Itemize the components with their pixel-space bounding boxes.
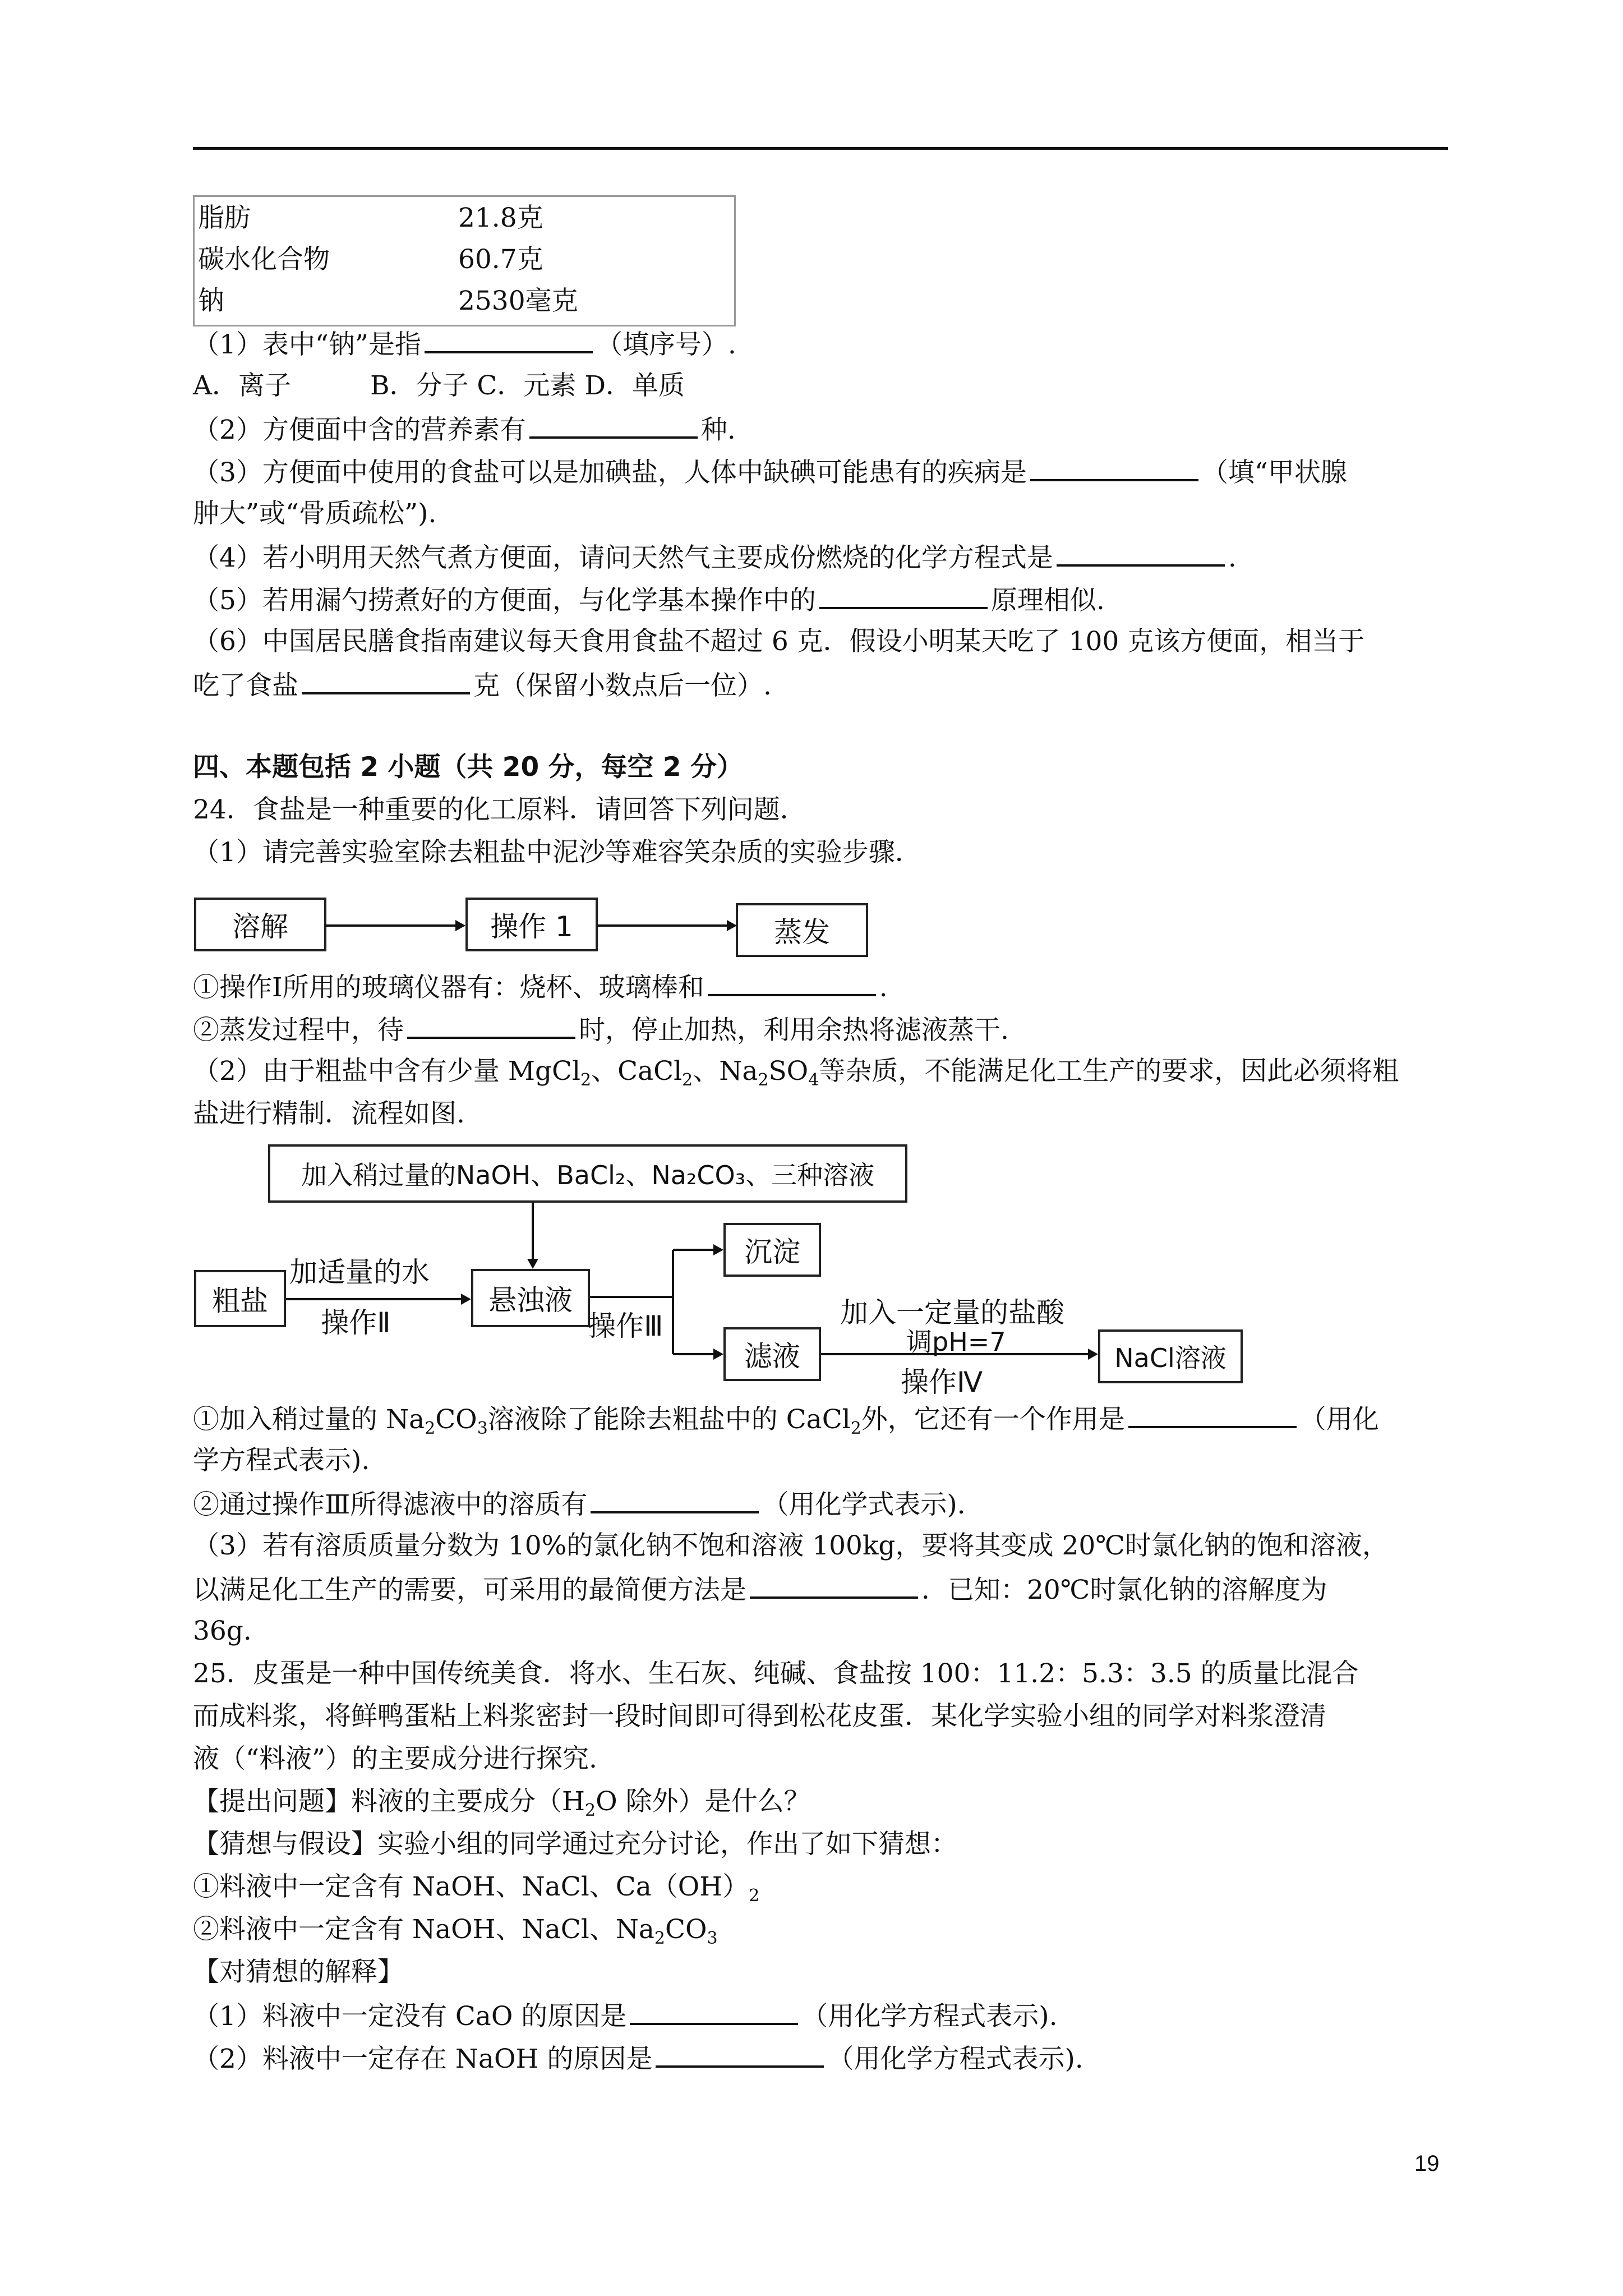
flow-box-operation1: 操作 1 [465, 898, 598, 951]
q25-stem-2: 而成料浆，将鲜鸭蛋粘上料浆密封一段时间即可得到松花皮蛋．某化学实验小组的同学对料浆澄清 [193, 1701, 1326, 1732]
answer-blank[interactable] [656, 2041, 824, 2068]
answer-blank[interactable] [1057, 540, 1225, 567]
q23-part4: （4）若小明用天然气煮方便面，请问天然气主要成份燃烧的化学方程式是 . [193, 540, 1237, 575]
flow-arrow-down [522, 1203, 544, 1270]
q25-explain1: （1）料液中一定没有 CaO 的原因是 （用化学方程式表示). [193, 1998, 1058, 2033]
answer-blank[interactable] [407, 1012, 575, 1039]
q24-c2: ②通过操作Ⅲ所得滤液中的溶质有 （用化学式表示). [193, 1487, 966, 1522]
q23-options: A．离子 B．分子 C．元素 D．单质 [193, 370, 685, 401]
flow-arrow [325, 914, 465, 937]
q23-part3-cont: 肿大”或“骨质疏松”). [193, 498, 437, 529]
answer-blank[interactable] [1030, 454, 1198, 481]
nutrient-value: 60.7克 [458, 244, 543, 275]
q23-part1: （1）表中“钠”是指 （填序号）. [193, 326, 736, 362]
nutrient-name: 钠 [198, 286, 224, 316]
answer-blank[interactable] [630, 1998, 798, 2025]
q23-part5: （5）若用漏勺捞煮好的方便面，与化学基本操作中的 原理相似. [193, 582, 1105, 618]
q25-stem: 25．皮蛋是一种中国传统美食．将水、生石灰、纯碱、食盐按 100：11.2：5.3：3.5 的质量比混合 [193, 1658, 1359, 1689]
q23-part6-cont: 吃了食盐 克（保留小数点后一位）. [193, 668, 772, 703]
q24-part3: （3）若有溶质质量分数为 10%的氯化钠不饱和溶液 100kg，要将其变成 20℃时氯化钠的饱和溶液， [193, 1530, 1389, 1561]
answer-blank[interactable] [1128, 1401, 1297, 1428]
answer-blank[interactable] [750, 1572, 918, 1599]
flow2-filtrate: 滤液 [723, 1327, 821, 1381]
q25-stem-3: 液（“料液”）的主要成分进行探究. [193, 1743, 597, 1774]
flow2-crude-salt: 粗盐 [194, 1270, 286, 1327]
answer-blank[interactable] [425, 326, 593, 353]
flow-arrow [597, 914, 737, 937]
flow2-nacl-solution: NaCl溶液 [1098, 1329, 1243, 1383]
nutrient-name: 脂肪 [198, 203, 251, 233]
nutrient-name: 碳水化合物 [198, 244, 330, 275]
answer-blank[interactable] [591, 1487, 759, 1513]
q25-guess2: ②料液中一定含有 NaOH、NaCl、$Na_2CO_3$ [193, 1914, 718, 1948]
q23-part2: （2）方便面中含的营养素有 种. [193, 412, 736, 447]
answer-blank[interactable] [708, 969, 876, 996]
answer-blank[interactable] [302, 668, 470, 694]
q25-guess1: ①料液中一定含有 NaOH、NaCl、$Ca(OH)_2$ [193, 1871, 760, 1906]
flow2-label-op4: 操作Ⅳ [901, 1366, 983, 1398]
page-number: 19 [1414, 2151, 1440, 2176]
q25-question: 【提出问题】料液的主要成分（$H_2O$ 除外）是什么？ [193, 1786, 810, 1820]
q25-explain-heading: 【对猜想的解释】 [193, 1957, 404, 1987]
flow2-label-op2: 操作Ⅱ [321, 1306, 391, 1339]
q24-c1-cont: 学方程式表示). [193, 1445, 370, 1476]
q23-part3: （3）方便面中使用的食盐可以是加碘盐，人体中缺碘可能患有的疾病是 （填“甲状腺 [193, 454, 1347, 490]
flow-box-dissolve: 溶解 [194, 898, 326, 951]
nutrient-value: 2530毫克 [458, 286, 578, 316]
flow2-label-op3: 操作Ⅲ [588, 1310, 663, 1342]
q24-part3-cont: 以满足化工生产的需要，可采用的最简便方法是 ．已知：20℃时氯化钠的溶解度为 [193, 1572, 1327, 1607]
flow2-suspension: 悬浊液 [471, 1269, 590, 1327]
q24-c1: ①加入稍过量的 $Na_2CO_3$溶液除了能除去粗盐中的 CaCl$_2$外，它还有一个作用是 （用化 [193, 1401, 1379, 1446]
q24-part1: （1）请完善实验室除去粗盐中泥沙等难容笑杂质的实验步骤． [193, 837, 921, 868]
q25-hypothesis: 【猜想与假设】实验小组的同学通过充分讨论，作出了如下猜想： [193, 1829, 957, 1860]
q24-stem: 24．食盐是一种重要的化工原料．请回答下列问题． [193, 794, 806, 825]
header-rule [193, 147, 1448, 150]
nutrient-value: 21.8克 [458, 203, 543, 233]
q23-part6: （6）中国居民膳食指南建议每天食用食盐不超过 6 克．假设小明某天吃了 100 克该方便面，相当于 [193, 626, 1365, 657]
nutrition-table [193, 195, 736, 326]
q24-part3-end: 36g. [193, 1616, 252, 1646]
q24-s1: ①操作Ⅰ所用的玻璃仪器有：烧杯、玻璃棒和 . [193, 969, 888, 1005]
flow2-label-acid: 加入一定量的盐酸 [840, 1296, 1064, 1329]
flow2-label-ph: 调pH=7 [906, 1327, 1006, 1357]
flow2-reagents: 加入稍过量的NaOH、BaCl₂、Na₂CO₃、三种溶液 [268, 1144, 907, 1203]
q25-explain2: （2）料液中一定存在 NaOH 的原因是 （用化学方程式表示). [193, 2041, 1083, 2076]
flow2-label-water: 加适量的水 [289, 1256, 430, 1289]
flow-box-evaporate: 蒸发 [736, 903, 868, 957]
q24-part2-cont: 盐进行精制．流程如图. [193, 1098, 465, 1129]
answer-blank[interactable] [529, 412, 698, 439]
section-heading: 四、本题包括 2 小题（共 20 分，每空 2 分） [193, 752, 743, 783]
answer-blank[interactable] [819, 582, 988, 609]
q24-part2: （2）由于粗盐中含有少量 MgCl$_2$、CaCl$_2$、$Na_2SO_4$等杂质，不能满足化工生产的要求，因此必须将粗 [193, 1056, 1399, 1090]
flow2-precipitate: 沉淀 [723, 1223, 821, 1277]
q24-s2: ②蒸发过程中，待 时，停止加热，利用余热将滤液蒸干. [193, 1012, 1009, 1047]
